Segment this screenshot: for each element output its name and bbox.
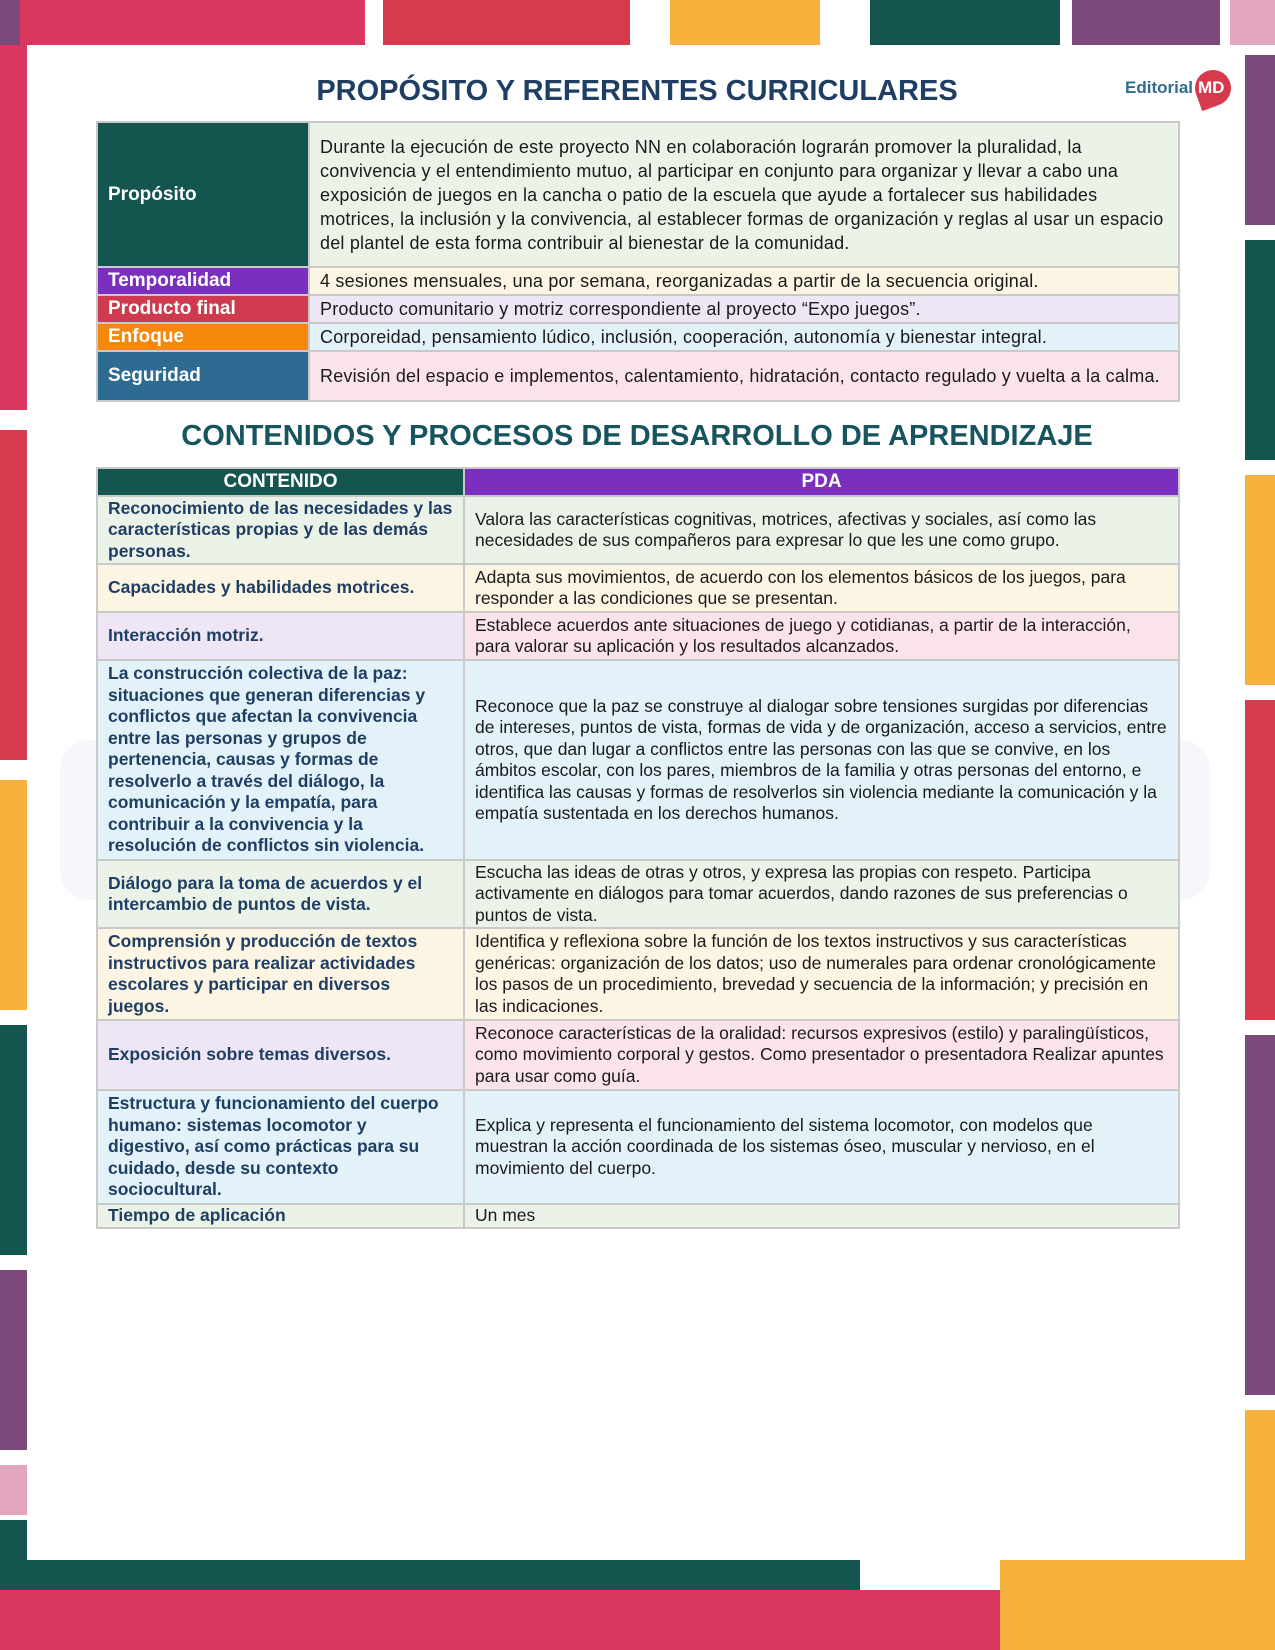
frame-block <box>1245 475 1275 685</box>
frame-block <box>870 0 1060 45</box>
contenido-cell: Comprensión y producción de textos instructivos para realizar actividades escolares y participar en diversos juegos. <box>97 928 464 1020</box>
pda-cell: Escucha las ideas de otras y otros, y expresa las propias con respeto. Participa activamente en diálogos para tomar acuerdos, dando razones de sus preferencias o puntos de vista. <box>464 860 1179 928</box>
pda-cell: Identifica y reflexiona sobre la función de los textos instructivos y sus características genéricas: organización de los datos; uso de numerales para ordenar cronológicamente los pasos de un procedimiento, brevedad y secuencia de la información; y precisión en las indicaciones. <box>464 928 1179 1020</box>
frame-block <box>1072 0 1220 45</box>
referentes-row <box>97 295 1179 323</box>
contenido-cell: Interacción motriz. <box>97 612 464 660</box>
pda-cell: Adapta sus movimientos, de acuerdo con los elementos básicos de los juegos, para responder a las condiciones que se presentan. <box>464 564 1179 612</box>
row-label: Seguridad <box>97 351 309 401</box>
row-value: Durante la ejecución de este proyecto NN en colaboración lograrán promover la pluralidad, la convivencia y el entendimiento mutuo, al participar en conjunto para organizar y llevar a cabo una exposición de juegos en la cancha o patio de la escuela que ayude a fortalecer sus habilidades motrices, la inclusión y la convivencia, al establecer formas de organización y reglas al usar un espacio del plantel de esta forma contribuir al bienestar de la comunidad. <box>309 122 1179 267</box>
frame-block <box>0 1270 27 1450</box>
frame-block <box>0 430 27 760</box>
referentes-row <box>97 351 1179 401</box>
table-row <box>97 1020 1179 1090</box>
contenido-cell: Reconocimiento de las necesidades y las características propias y de las demás personas. <box>97 496 464 564</box>
frame-block <box>1230 0 1275 45</box>
referentes-table <box>96 121 1180 402</box>
section-title-proposito: PROPÓSITO Y REFERENTES CURRICULARES <box>316 75 958 107</box>
pda-cell: Un mes <box>464 1204 1179 1228</box>
row-label: Enfoque <box>97 323 309 351</box>
row-label: Producto final <box>97 295 309 323</box>
table-row <box>97 928 1179 1020</box>
frame-block <box>383 0 630 45</box>
column-header-pda: PDA <box>464 468 1179 496</box>
contenido-cell: La construcción colectiva de la paz: situaciones que generan diferencias y conflictos que afectan la convivencia entre las personas y grupos de pertenencia, causas y formas de resolverlo a través del diálogo, la comunicación y la empatía, para contribuir a la convivencia y la resolución de conflictos sin violencia. <box>97 660 464 860</box>
contenido-cell: Capacidades y habilidades motrices. <box>97 564 464 612</box>
frame-block <box>0 1465 27 1515</box>
contenido-cell: Diálogo para la toma de acuerdos y el intercambio de puntos de vista. <box>97 860 464 928</box>
frame-block <box>0 1025 27 1255</box>
referentes-row <box>97 122 1179 267</box>
section-title-contenidos: CONTENIDOS Y PROCESOS DE DESARROLLO DE APRENDIZAJE <box>181 420 1093 452</box>
pda-cell: Reconoce que la paz se construye al dialogar sobre tensiones surgidas por diferencias de intereses, puntos de vista, formas de vida y de organización, acceso a servicios, entre otros, que dan lugar a conflictos entre las personas con las que se convive, en los ámbitos escolar, con los pares, miembros de la familia y otras personas del entorno, e identifica las causas y formas de resolverlos sin violencia mediante la comunicación y la empatía sustentada en los derechos humanos. <box>464 660 1179 860</box>
frame-block <box>1000 1560 1245 1650</box>
table-row <box>97 564 1179 612</box>
frame-block <box>0 780 27 1010</box>
column-header-contenido: CONTENIDO <box>97 468 464 496</box>
table-row <box>97 1204 1179 1228</box>
row-label: Propósito <box>97 122 309 267</box>
contenido-cell: Estructura y funcionamiento del cuerpo humano: sistemas locomotor y digestivo, así como prácticas para su cuidado, desde su contexto sociocultural. <box>97 1090 464 1204</box>
frame-block <box>1245 55 1275 225</box>
row-value: Producto comunitario y motriz correspondiente al proyecto “Expo juegos”. <box>309 295 1179 323</box>
pda-cell: Establece acuerdos ante situaciones de juego y cotidianas, a partir de la interacción, para valorar su aplicación y los resultados alcanzados. <box>464 612 1179 660</box>
pda-cell: Explica y representa el funcionamiento del sistema locomotor, con modelos que muestran la acción coordinada de los sistemas óseo, muscular y nervioso, en el movimiento del cuerpo. <box>464 1090 1179 1204</box>
table-row <box>97 612 1179 660</box>
contenido-cell: Exposición sobre temas diversos. <box>97 1020 464 1090</box>
row-label: Temporalidad <box>97 267 309 295</box>
table-row <box>97 1090 1179 1204</box>
table-row <box>97 496 1179 564</box>
contenido-cell: Tiempo de aplicación <box>97 1204 464 1228</box>
frame-block <box>1245 240 1275 460</box>
contenidos-table <box>96 467 1180 1229</box>
frame-block <box>20 0 365 45</box>
row-value: Revisión del espacio e implementos, calentamiento, hidratación, contacto regulado y vuelta a la calma. <box>309 351 1179 401</box>
frame-block <box>0 0 20 45</box>
row-value: Corporeidad, pensamiento lúdico, inclusión, cooperación, autonomía y bienestar integral. <box>309 323 1179 351</box>
frame-block <box>0 1590 1000 1650</box>
frame-block <box>670 0 820 45</box>
referentes-row <box>97 267 1179 295</box>
logo-mark-text: MD <box>1198 78 1225 97</box>
frame-block <box>1245 700 1275 1020</box>
frame-block <box>1245 1035 1275 1395</box>
pda-cell: Reconoce características de la oralidad: recursos expresivos (estilo) y paralingüísticos, como movimiento corporal y gestos. Como presentador o presentadora Realizar apuntes para usar como guía. <box>464 1020 1179 1090</box>
frame-block <box>1245 1410 1275 1650</box>
row-value: 4 sesiones mensuales, una por semana, reorganizadas a partir de la secuencia original. <box>309 267 1179 295</box>
table-row <box>97 860 1179 928</box>
referentes-row <box>97 323 1179 351</box>
logo-text: Editorial <box>1125 78 1194 97</box>
table-row <box>97 660 1179 860</box>
table-header-row <box>97 468 1179 496</box>
pda-cell: Valora las características cognitivas, motrices, afectivas y sociales, así como las necesidades de sus compañeros para expresar lo que les une como grupo. <box>464 496 1179 564</box>
frame-block <box>0 45 27 410</box>
